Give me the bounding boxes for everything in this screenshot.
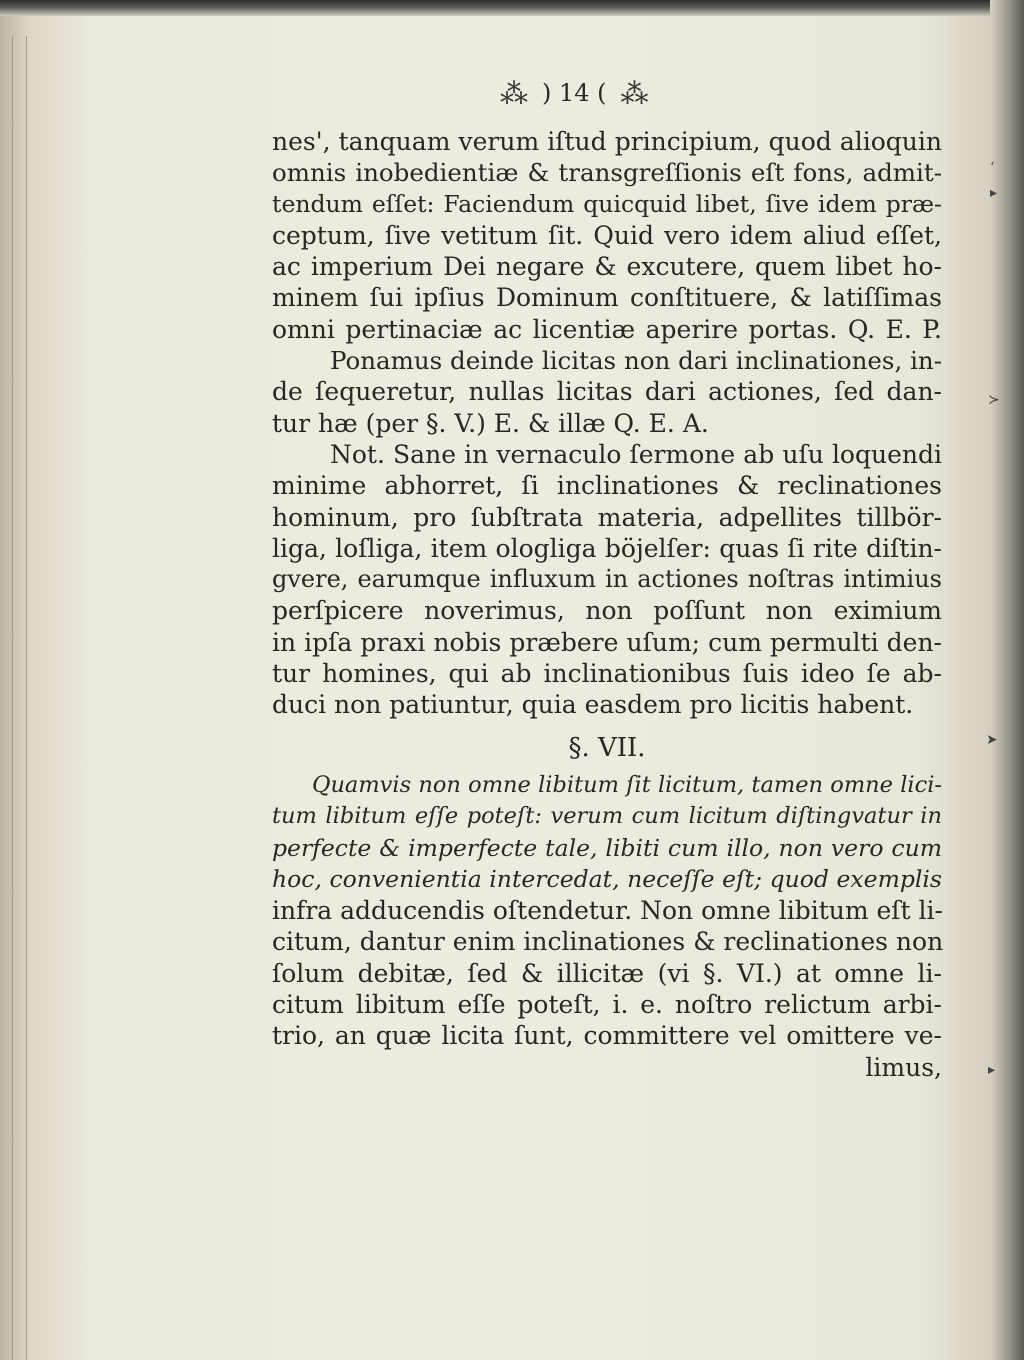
margin-mark: ➤: [986, 732, 998, 748]
paragraph-4: [272, 770, 942, 1083]
paragraph-3: [272, 439, 942, 721]
paragraph-1: [272, 126, 942, 345]
text-line: in ipſa praxi nobis præbere uſum; cum permulti den-: [272, 627, 942, 657]
text-line: perfecte & imperfecte tale, libiti cum illo, non vero cum: [272, 833, 942, 862]
text-line: minem ſui ipſius Dominum conſtituere, & latiſſimas: [272, 283, 942, 313]
paragraph-2: [272, 345, 942, 439]
text-line: hominum, pro ſubſtrata materia, adpellites tillbör-: [272, 502, 942, 532]
page-number: ) 14 (: [542, 79, 607, 107]
text-line: liga, loſliga, item ologliga böjelſer: quas ſi rite diſtin-: [272, 533, 942, 563]
running-header: [500, 76, 740, 110]
text-line: Ponamus deinde licitas non dari inclinationes, in-: [330, 346, 942, 376]
text-line: trio, an quæ licita ſunt, committere vel omittere ve-: [272, 1021, 942, 1051]
margin-mark: ▸: [990, 185, 998, 201]
margin-mark: ≻: [988, 392, 1000, 408]
page-body: [272, 126, 942, 1083]
book-fore-edge: [990, 0, 1024, 1360]
margin-mark: ‘: [990, 160, 995, 176]
catchword: limus,: [865, 1052, 942, 1082]
text-line: Quamvis non omne libitum ſit licitum, tamen omne lici-: [312, 771, 942, 798]
ornament-left-icon: ⁂: [500, 76, 528, 110]
text-line: perſpicere noverimus, non poſſunt non eximium: [272, 596, 942, 626]
text-line: infra adducendis oſtendetur. Non omne libitum eſt li-: [272, 896, 943, 926]
text-line: citum, dantur enim inclinationes & reclinationes non: [272, 927, 944, 957]
ornament-right-icon: ⁂: [620, 76, 649, 110]
text-line: Not. Sane in vernaculo ſermone ab uſu loquendi: [330, 439, 942, 469]
text-line: ceptum, ſive vetitum ſit. Quid vero idem aliud eſſet,: [272, 220, 942, 250]
page-top-edge: [0, 0, 1024, 16]
text-line: nes', tanquam verum iſtud principium, quod alioquin: [272, 127, 942, 156]
text-line: omnis inobedientiæ & transgreſſionis eſt fons, admit-: [272, 158, 942, 188]
text-line: hoc, convenientia intercedat, neceſſe eſt; quod exemplis: [272, 864, 942, 893]
text-line: tur homines, qui ab inclinationibus ſuis ideo ſe ab-: [272, 659, 942, 689]
margin-mark: ▸: [988, 1062, 996, 1078]
text-line: ac imperium Dei negare & excutere, quem libet ho-: [272, 252, 942, 282]
text-line: duci non patiuntur, quia easdem pro licitis habent.: [272, 690, 914, 720]
text-line: tur hæ (per §. V.) E. & illæ Q. E. A.: [272, 408, 709, 438]
text-line: gvere, earumque influxum in actiones noſtras intimius: [272, 565, 942, 594]
text-line: ſolum debitæ, ſed & illicitæ (vi §. VI.) at omne li-: [272, 958, 942, 988]
text-line: minime abhorret, ſi inclinationes & reclinationes: [272, 471, 942, 501]
section-heading: §. VII.: [568, 732, 646, 763]
text-line: omni pertinaciæ ac licentiæ aperire portas. Q. E. P.: [272, 314, 942, 344]
text-line: de ſequeretur, nullas licitas dari actiones, ſed dan-: [272, 377, 942, 407]
text-line: citum libitum eſſe poteſt, i. e. noſtro relictum arbi-: [272, 990, 942, 1020]
text-line: tum libitum eſſe poteſt: verum cum licitum diſtingvatur in: [272, 803, 942, 830]
text-line: tendum eſſet: Faciendum quicquid libet, ſive idem præ-: [272, 189, 942, 218]
